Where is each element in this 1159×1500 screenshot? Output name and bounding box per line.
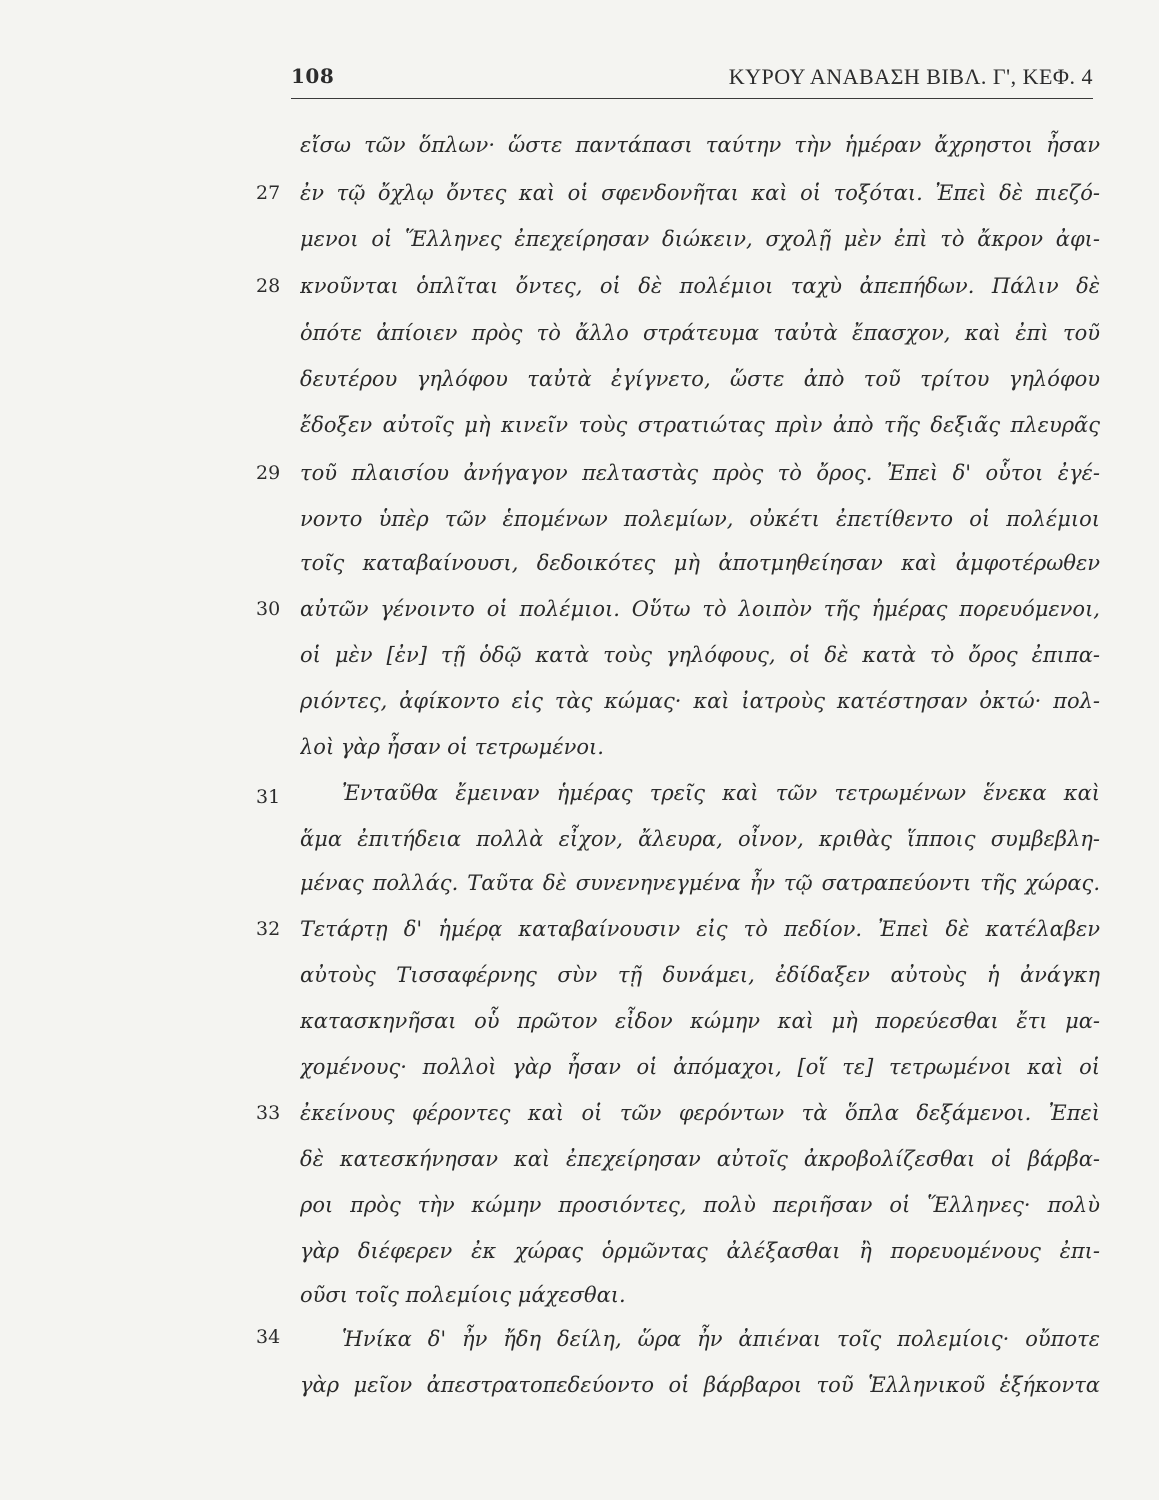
text-line: τοῖς καταβαίνουσι, δεδοικότες μὴ ἀποτμηθείησαν καὶ ἀμφοτέρωθεν [300,551,1100,575]
text-line: ἐν τῷ ὄχλῳ ὄντες καὶ οἱ σφενδονῆται καὶ οἱ τοξόται. Ἐπεὶ δὲ πιεζό- [300,181,1100,205]
text-line: οἱ μὲν [ἐν] τῇ ὁδῷ κατὰ τοὺς γηλόφους, οἱ δὲ κατὰ τὸ ὄρος ἐπιπα- [300,643,1100,667]
text-line: ἐκείνους φέροντες καὶ οἱ τῶν φερόντων τὰ ὅπλα δεξάμενοι. Ἐπεὶ [300,1101,1100,1125]
text-line: λοὶ γὰρ ἦσαν οἱ τετρωμένοι. [300,735,604,759]
text-line: ροι πρὸς τὴν κώμην προσιόντες, πολὺ περιῆσαν οἱ Ἕλληνες· πολὺ [300,1193,1100,1217]
text-line: αὐτοὺς Τισσαφέρνης σὺν τῇ δυνάμει, ἐδίδαξεν αὐτοὺς ἡ ἀνάγκη [300,963,1100,987]
text-line: αὐτῶν γένοιντο οἱ πολέμιοι. Οὕτω τὸ λοιπὸν τῆς ἡμέρας πορευόμενοι, [300,597,1100,621]
text-line: μενοι οἱ Ἕλληνες ἐπεχείρησαν διώκειν, σχολῇ μὲν ἐπὶ τὸ ἄκρον ἀφι- [300,227,1100,251]
text-line: μένας πολλάς. Ταῦτα δὲ συνενηνεγμένα ἦν τῷ σατραπεύοντι τῆς χώρας. [300,871,1100,895]
text-line: Ἡνίκα δ' ἦν ἤδη δείλη, ὥρα ἦν ἀπιέναι τοῖς πολεμίοις· οὔποτε [342,1327,1100,1351]
section-number: 34 [256,1326,281,1348]
text-line: γὰρ διέφερεν ἐκ χώρας ὁρμῶντας ἀλέξασθαι ἢ πορευομένους ἐπι- [300,1239,1100,1263]
section-number: 29 [256,462,281,484]
section-number: 31 [256,786,281,808]
text-line: δευτέρου γηλόφου ταὐτὰ ἐγίγνετο, ὥστε ἀπὸ τοῦ τρίτου γηλόφου [300,367,1100,391]
section-number: 28 [256,275,281,297]
text-line: κατασκηνῆσαι οὗ πρῶτον εἶδον κώμην καὶ μὴ πορεύεσθαι ἔτι μα- [300,1009,1100,1033]
text-line: γὰρ μεῖον ἀπεστρατοπεδεύοντο οἱ βάρβαροι τοῦ Ἑλληνικοῦ ἑξήκοντα [300,1373,1100,1397]
text-line: εἴσω τῶν ὅπλων· ὥστε παντάπασι ταύτην τὴν ἡμέραν ἄχρηστοι ἦσαν [300,133,1100,157]
text-line: νοντο ὑπὲρ τῶν ἑπομένων πολεμίων, οὐκέτι ἐπετίθεντο οἱ πολέμιοι [300,507,1100,531]
text-line: ὁπότε ἀπίοιεν πρὸς τὸ ἄλλο στράτευμα ταὐτὰ ἔπασχον, καὶ ἐπὶ τοῦ [300,321,1100,345]
page-header [291,62,1093,99]
section-number: 33 [256,1102,281,1124]
text-line: ἅμα ἐπιτήδεια πολλὰ εἶχον, ἄλευρα, οἶνον, κριθὰς ἵπποις συμβεβλη- [300,827,1100,851]
text-line: τοῦ πλαισίου ἀνήγαγον πελταστὰς πρὸς τὸ ὄρος. Ἐπεὶ δ' οὗτοι ἐγέ- [300,461,1100,485]
text-line: κνοῦνται ὁπλῖται ὄντες, οἱ δὲ πολέμιοι ταχὺ ἀπεπήδων. Πάλιν δὲ [300,274,1100,298]
text-line: Τετάρτῃ δ' ἡμέρᾳ καταβαίνουσιν εἰς τὸ πεδίον. Ἐπεὶ δὲ κατέλαβεν [300,917,1100,941]
text-line: ἔδοξεν αὐτοῖς μὴ κινεῖν τοὺς στρατιώτας πρὶν ἀπὸ τῆς δεξιᾶς πλευρᾶς [300,413,1100,437]
section-number: 27 [256,182,281,204]
section-number: 30 [256,598,281,620]
text-line: οῦσι τοῖς πολεμίοις μάχεσθαι. [300,1283,626,1307]
text-line: χομένους· πολλοὶ γὰρ ἦσαν οἱ ἀπόμαχοι, [οἵ τε] τετρωμένοι καὶ οἱ [300,1055,1100,1079]
text-line: δὲ κατεσκήνησαν καὶ ἐπεχείρησαν αὐτοῖς ἀκροβολίζεσθαι οἱ βάρβα- [300,1147,1100,1171]
running-title: ΚΥΡΟΥ ΑΝΑΒΑΣΗ ΒΙΒΛ. Γ', ΚΕΦ. 4 [728,64,1093,89]
text-line: ριόντες, ἀφίκοντο εἰς τὰς κώμας· καὶ ἰατροὺς κατέστησαν ὀκτώ· πολ- [300,689,1100,713]
page-number: 108 [291,64,335,88]
section-number: 32 [256,918,281,940]
text-line: Ἐνταῦθα ἔμειναν ἡμέρας τρεῖς καὶ τῶν τετρωμένων ἕνεκα καὶ [342,781,1100,805]
